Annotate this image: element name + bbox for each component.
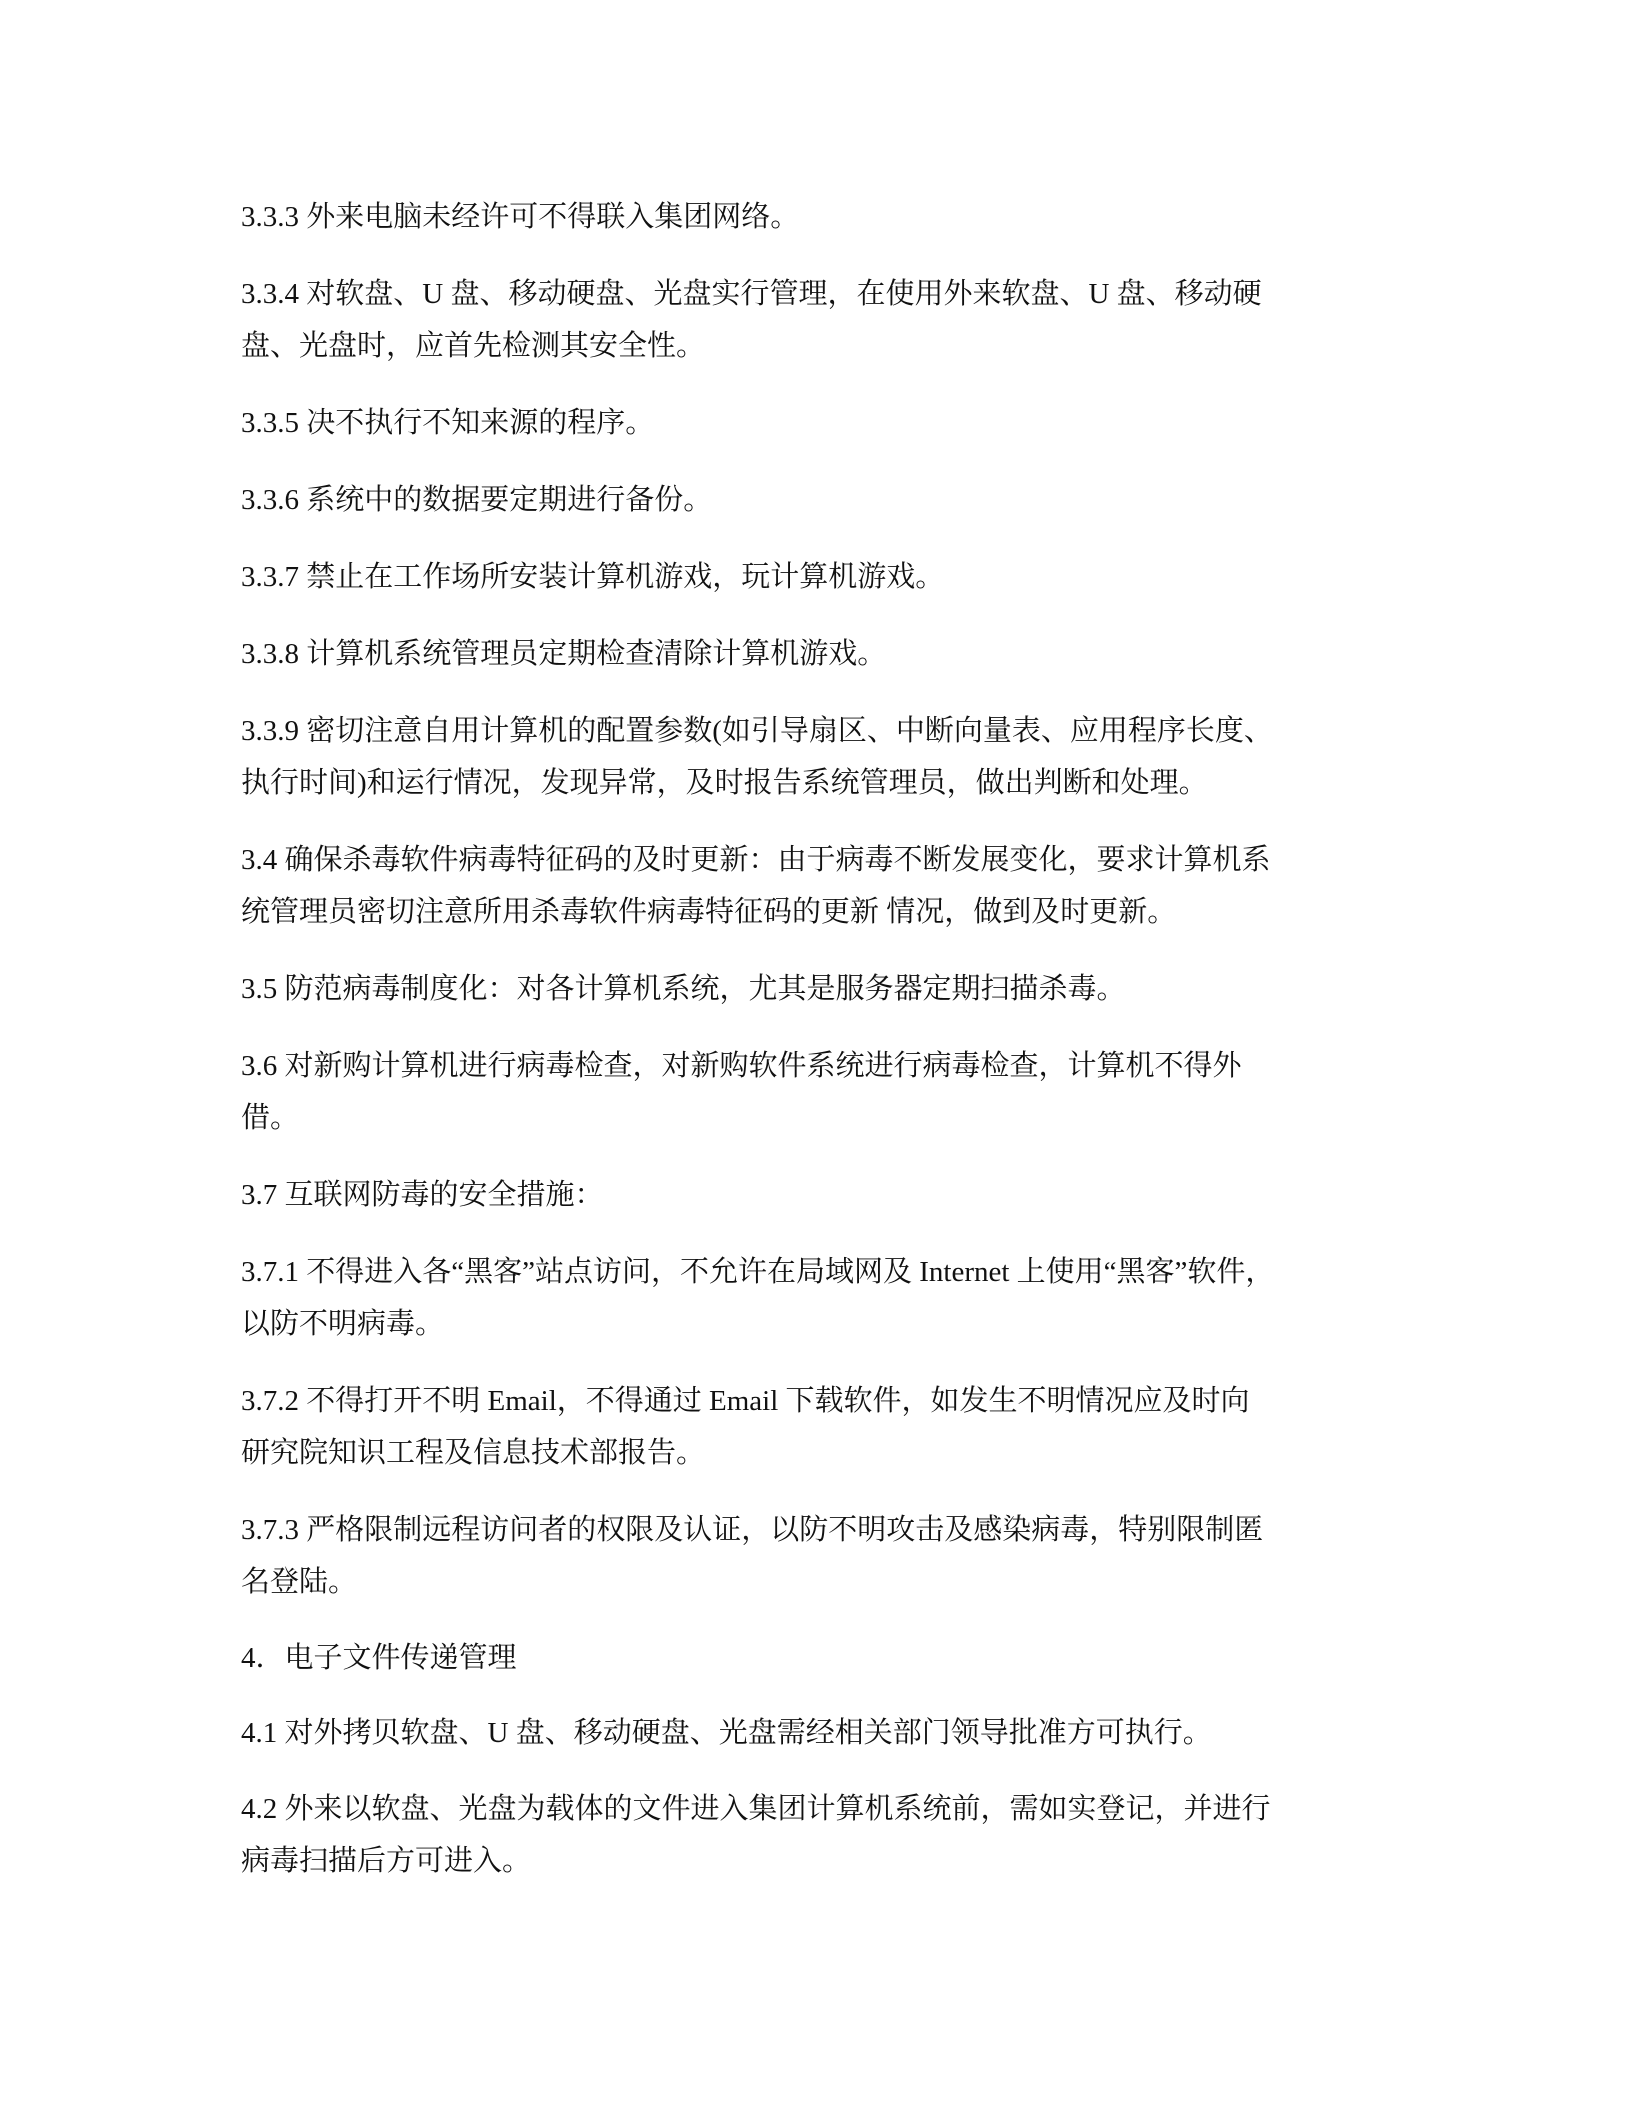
paragraph-3-7-2-line-2: 研究院知识工程及信息技术部报告。 <box>241 1437 706 1469</box>
paragraph-3-7-3-line-2: 名登陆。 <box>241 1566 358 1598</box>
paragraph-3-7-2-line-1: 3.7.2 不得打开不明 Email，不得通过 Email 下载软件，如发生不明情况应及时向 <box>241 1385 1250 1417</box>
paragraph-3-6-line-1: 3.6 对新购计算机进行病毒检查，对新购软件系统进行病毒检查，计算机不得外 <box>241 1050 1242 1082</box>
paragraph-3-3-3-line-1: 3.3.3 外来电脑未经许可不得联入集团网络。 <box>241 201 800 233</box>
paragraph-3-3-4-line-2: 盘、光盘时，应首先检测其安全性。 <box>241 330 706 362</box>
paragraph-3-7-3-line-1: 3.7.3 严格限制远程访问者的权限及认证，以防不明攻击及感染病毒，特别限制匿 <box>241 1514 1264 1546</box>
paragraph-3-7-line-1: 3.7 互联网防毒的安全措施： <box>241 1179 604 1211</box>
paragraph-3-7-1-line-2: 以防不明病毒。 <box>241 1308 445 1340</box>
paragraph-3-3-5-line-1: 3.3.5 决不执行不知来源的程序。 <box>241 407 655 439</box>
section-4-heading: 4．电子文件传递管理 <box>241 1642 517 1674</box>
paragraph-3-7-1-line-1: 3.7.1 不得进入各“黑客”站点访问，不允许在局域网及 Internet 上使用“黑客”软件， <box>241 1256 1275 1288</box>
paragraph-3-6-line-2: 借。 <box>241 1102 300 1134</box>
paragraph-3-3-7-line-1: 3.3.7 禁止在工作场所安装计算机游戏，玩计算机游戏。 <box>241 561 945 593</box>
paragraph-3-3-9-line-2: 执行时间)和运行情况，发现异常，及时报告系统管理员，做出判断和处理。 <box>241 767 1208 799</box>
paragraph-3-3-8-line-1: 3.3.8 计算机系统管理员定期检查清除计算机游戏。 <box>241 638 887 670</box>
paragraph-3-4-line-1: 3.4 确保杀毒软件病毒特征码的及时更新：由于病毒不断发展变化，要求计算机系 <box>241 844 1271 876</box>
paragraph-4-2-line-2: 病毒扫描后方可进入。 <box>241 1845 532 1877</box>
paragraph-3-3-4-line-1: 3.3.4 对软盘、U 盘、移动硬盘、光盘实行管理，在使用外来软盘、U 盘、移动硬 <box>241 278 1262 310</box>
paragraph-3-5-line-1: 3.5 防范病毒制度化：对各计算机系统，尤其是服务器定期扫描杀毒。 <box>241 973 1126 1005</box>
paragraph-4-2-line-1: 4.2 外来以软盘、光盘为载体的文件进入集团计算机系统前，需如实登记，并进行 <box>241 1793 1271 1825</box>
paragraph-4-1-line-1: 4.1 对外拷贝软盘、U 盘、移动硬盘、光盘需经相关部门领导批准方可执行。 <box>241 1717 1212 1749</box>
paragraph-3-3-9-line-1: 3.3.9 密切注意自用计算机的配置参数(如引导扇区、中断向量表、应用程序长度、 <box>241 715 1273 747</box>
paragraph-3-4-line-2: 统管理员密切注意所用杀毒软件病毒特征码的更新 情况，做到及时更新。 <box>241 896 1177 928</box>
paragraph-3-3-6-line-1: 3.3.6 系统中的数据要定期进行备份。 <box>241 484 713 516</box>
